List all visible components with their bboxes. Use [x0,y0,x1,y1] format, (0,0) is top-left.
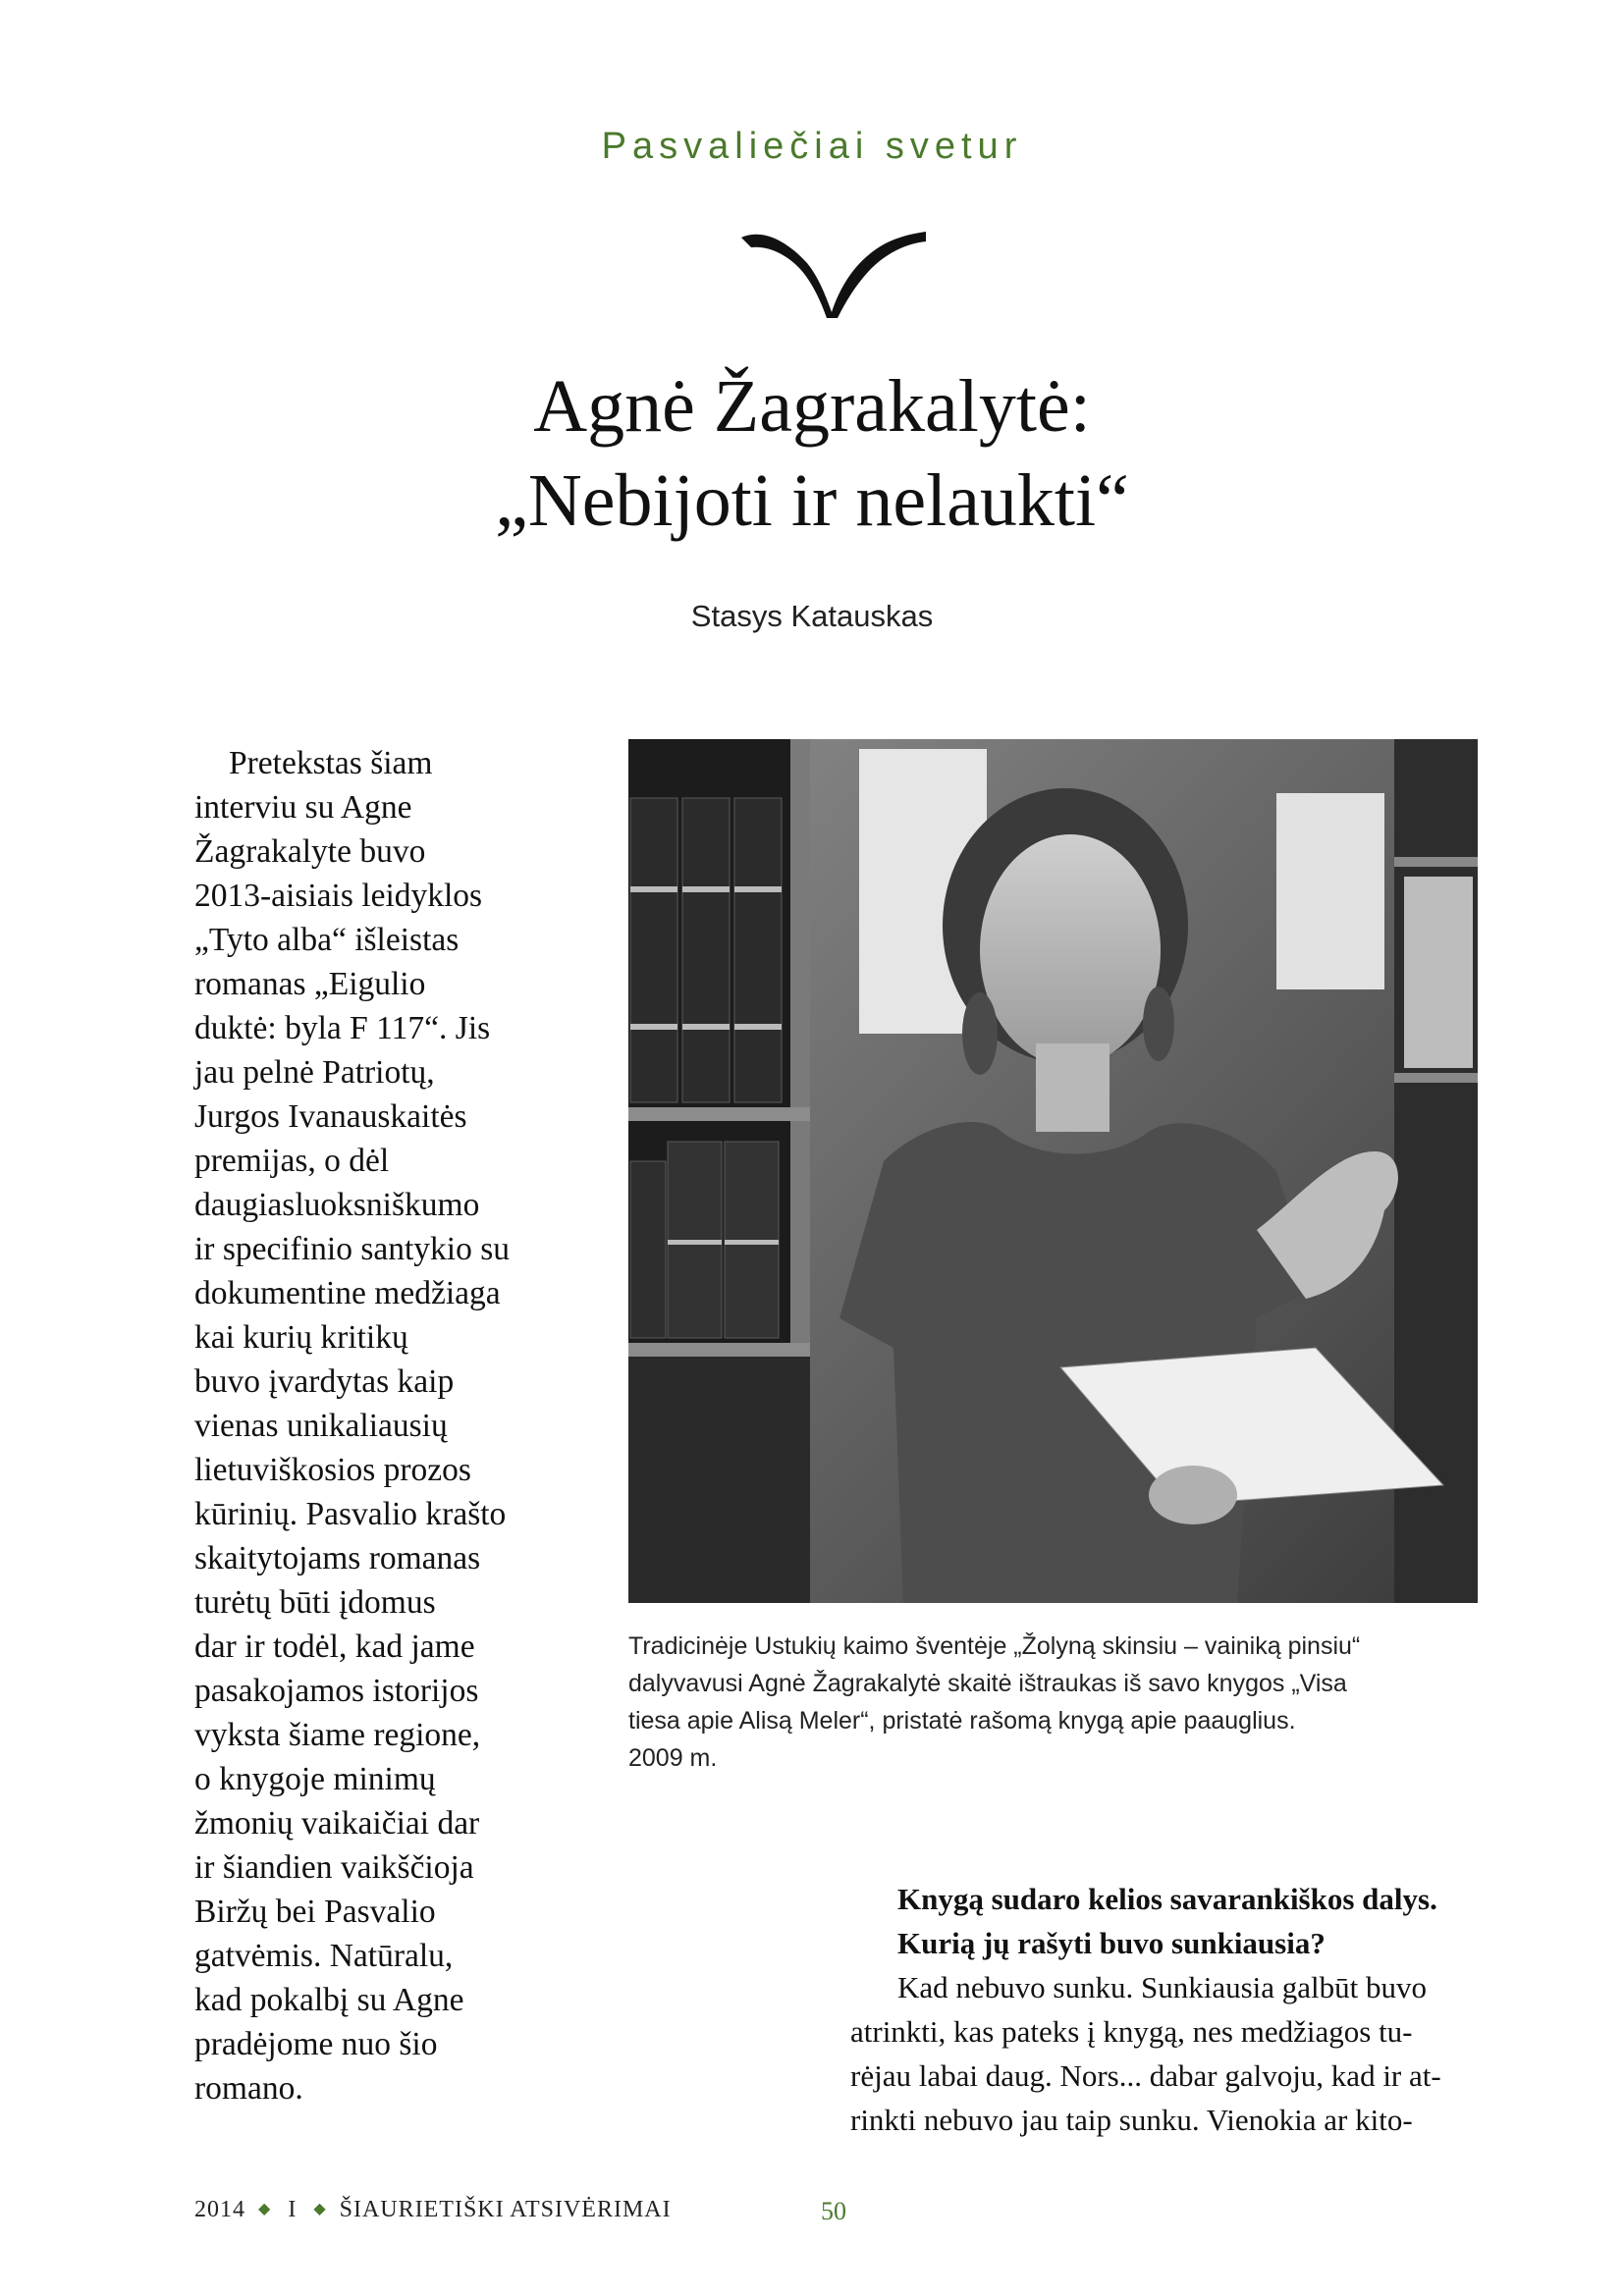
lead-line: vyksta šiame regione, [194,1717,481,1753]
author-photo [628,739,1478,1603]
lead-line: Žagrakalyte buvo [194,833,426,870]
lead-line: pasakojamos istorijos [194,1673,479,1709]
lead-line: interviu su Agne [194,789,412,826]
book-spines-bottom [630,1142,779,1338]
caption-line: Tradicinėje Ustukių kaimo šventėje „Žolyną skinsiu – vainiką pinsiu“ [628,1632,1361,1660]
caption-line: dalyvavusi Agnė Žagrakalytė skaitė ištraukas iš savo knygos „Visa [628,1670,1347,1697]
lead-line: premijas, o dėl [194,1143,390,1179]
lead-line: daugiasluoksniškumo [194,1187,480,1223]
lead-line: skaitytojams romanas [194,1540,481,1576]
lead-line: vienas unikaliausių [194,1408,448,1444]
section-label: Pasvaliečiai svetur [601,126,1023,167]
caption-line: 2009 m. [628,1744,718,1772]
lead-line: dar ir todėl, kad jame [194,1629,475,1665]
page-number: 50 [821,2197,846,2225]
diamond-icon: ◆ [313,2201,327,2217]
lead-line: „Tyto alba“ išleistas [194,922,460,958]
photo-illustration [628,739,1478,1603]
lead-line: pradėjome nuo šio [194,2026,438,2062]
lead-line: kai kurių kritikų [194,1319,408,1356]
answer-line: Kad nebuvo sunku. Sunkiausia galbūt buvo [897,1970,1428,2004]
page-footer [194,2197,672,2223]
lead-line: 2013-aisiais leidyklos [194,878,483,914]
lead-line: gatvėmis. Natūralu, [194,1938,454,1974]
lead-line: žmonių vaikaičiai dar [194,1805,480,1842]
photo-caption [628,1628,1478,1777]
lead-line: Jurgos Ivanauskaitės [194,1098,467,1135]
lead-line: duktė: byla F 117“. Jis [194,1010,491,1046]
lead-line: romanas „Eigulio [194,966,426,1002]
lead-line: dokumentine medžiaga [194,1275,501,1311]
lead-line: o knygoje minimų [194,1761,436,1797]
lead-line: Pretekstas šiam [229,745,433,781]
lead-line: romano. [194,2070,303,2107]
author-byline: Stasys Katauskas [690,599,934,633]
v-ornament-icon [733,224,930,322]
question-line: Kurią jų rašyti buvo sunkiausia? [897,1926,1326,1960]
question-line: Knygą sudaro kelios savarankiškos dalys. [897,1882,1437,1916]
lead-line: jau pelnė Patriotų, [194,1054,435,1091]
interview-block [850,1877,1479,2142]
book-spines-top [630,798,782,1102]
answer-line: atrinkti, kas pateks į knygą, nes medžiagos tu- [850,2014,1413,2049]
footer-journal: ŠIAURIETIŠKI ATSIVĖRIMAI [339,2197,672,2222]
lead-line: kad pokalbį su Agne [194,1982,464,2018]
lead-line: Biržų bei Pasvalio [194,1894,436,1930]
footer-year: 2014 [194,2197,245,2222]
footer-issue: I [288,2197,298,2222]
answer-line: rinkti nebuvo jau taip sunku. Vienokia ar kito- [850,2103,1413,2137]
caption-line: tiesa apie Alisą Meler“, pristatė rašomą knygą apie paauglius. [628,1707,1296,1735]
lead-paragraph [194,741,587,2110]
diamond-icon: ◆ [258,2201,272,2217]
title-line: Agnė Žagrakalytė: [533,365,1091,448]
lead-line: lietuviškosios prozos [194,1452,471,1488]
title-line: „Nebijoti ir nelaukti“ [495,459,1129,542]
article-title [0,359,1624,548]
lead-line: buvo įvardytas kaip [194,1363,455,1400]
lead-line: ir specifinio santykio su [194,1231,510,1267]
lead-line: turėtų būti įdomus [194,1584,436,1621]
lead-line: kūrinių. Pasvalio krašto [194,1496,507,1532]
answer-line: rėjau labai daug. Nors... dabar galvoju, kad ir at- [850,2058,1441,2093]
lead-line: ir šiandien vaikščioja [194,1849,474,1886]
